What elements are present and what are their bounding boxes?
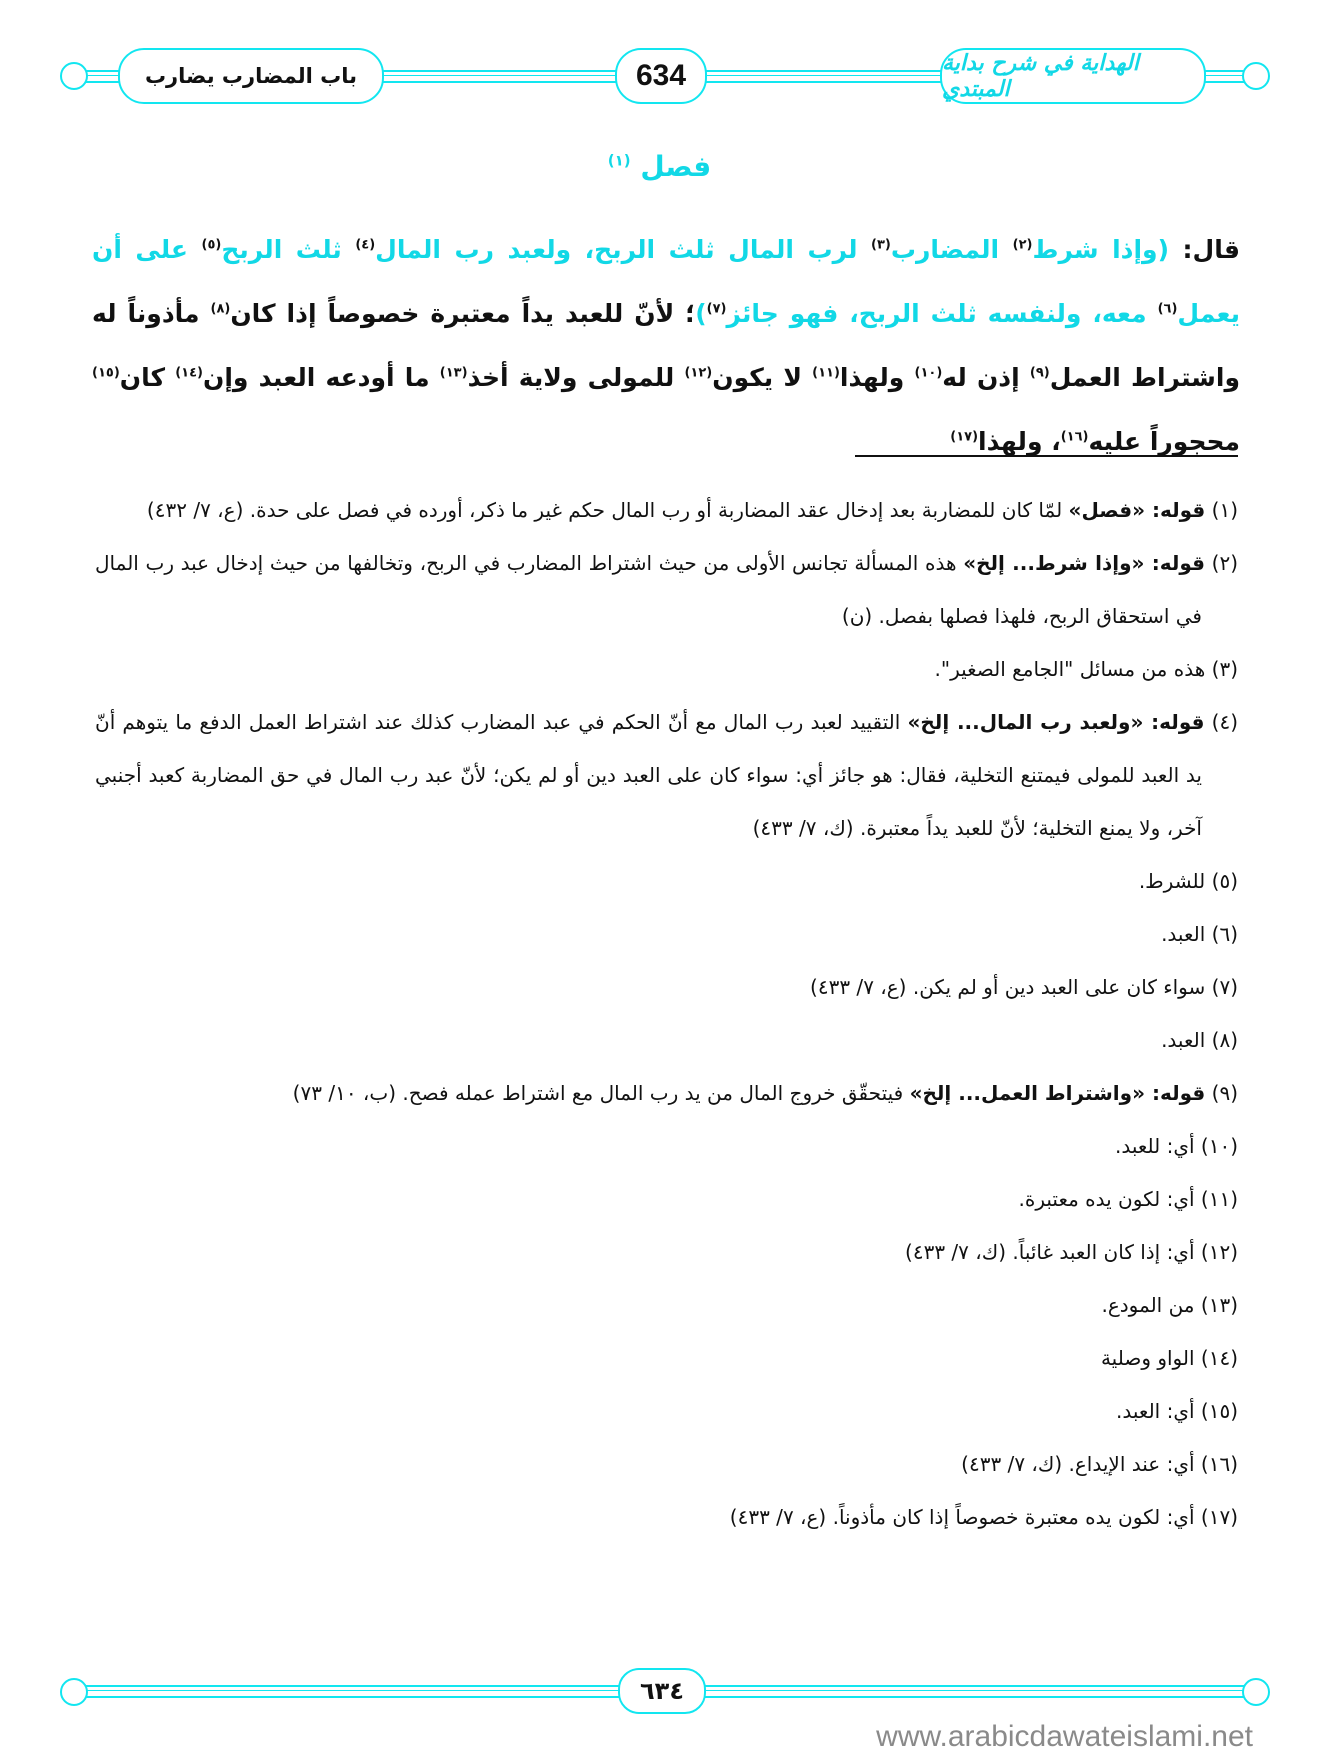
- footnote-number: (١٧): [1194, 1505, 1238, 1529]
- footnote: [95, 1067, 1238, 1120]
- footnote-lemma: قوله: «فصل»: [1068, 498, 1206, 522]
- footnote-marker: (١١): [812, 365, 840, 381]
- commentary-text: ، ولهذا: [978, 427, 1061, 456]
- footnote-marker: (٤): [355, 237, 376, 253]
- footnote-number: (١٥): [1194, 1399, 1238, 1423]
- footnote-marker: (١٦): [1060, 429, 1089, 445]
- ornament-icon: [1242, 62, 1270, 90]
- footnote-text: فيتحقّق خروج المال من يد رب المال مع اشتراط عمله فصح. (ب، ١٠/ ٧٣): [292, 1081, 910, 1105]
- commentary-text: كان: [119, 363, 176, 392]
- commentary-text: قال:: [1169, 235, 1240, 264]
- watermark: www.arabicdawateislami.net: [876, 1720, 1253, 1753]
- footnote-text: هذه المسألة تجانس الأولى من حيث اشتراط المضارب في الربح، وتخالفها من حيث إدخال عبد رب المال في استحقاق الربح، فلهذا فصلها بفصل. (ن): [95, 551, 1202, 628]
- footnote-marker: (١٤): [175, 365, 203, 381]
- page-footer: [60, 1668, 1270, 1714]
- footnote-number: (٩): [1205, 1081, 1238, 1105]
- footnote: [95, 1491, 1238, 1544]
- footnote-marker: (١٣): [439, 365, 468, 381]
- footnote: [95, 1332, 1238, 1385]
- footnote-marker: (٢): [1012, 237, 1033, 253]
- footnote: [95, 1226, 1238, 1279]
- footnote-number: (١٤): [1194, 1346, 1238, 1370]
- footnote-number: (١): [1205, 498, 1238, 522]
- footnote-number: (١١): [1194, 1187, 1238, 1211]
- footnote: [95, 537, 1238, 643]
- footnote-marker: (٥): [201, 237, 222, 253]
- footnote-text: أي: إذا كان العبد غائباً. (ك، ٧/ ٤٣٣): [905, 1240, 1195, 1264]
- commentary-text: ما أودعه العبد وإن: [202, 363, 440, 392]
- footnote: [95, 1438, 1238, 1491]
- footnote-number: (٧): [1205, 975, 1238, 999]
- footnote-marker: (٨): [210, 301, 231, 317]
- section-title: [0, 150, 1319, 183]
- footnote-marker: (١٠): [914, 365, 943, 381]
- footnote: [95, 484, 1238, 537]
- book-title: الهداية في شرح بداية المبتدي: [942, 50, 1139, 102]
- footnotes: [95, 484, 1238, 1544]
- footnote-text: أي: لكون يده معتبرة خصوصاً إذا كان مأذوناً. (ع، ٧/ ٤٣٣): [729, 1505, 1195, 1529]
- footnote-text: من المودع.: [1101, 1293, 1195, 1317]
- footnote: [95, 1120, 1238, 1173]
- footnote: [95, 1279, 1238, 1332]
- footnote-number: (٣): [1205, 657, 1238, 681]
- footnote-marker: (١٢): [684, 365, 713, 381]
- footnote-marker: (١): [607, 151, 631, 170]
- footnote-text: للشرط.: [1138, 869, 1206, 893]
- matn-text: (وإذا شرط: [1032, 235, 1170, 264]
- footnote-text: هذه من مسائل "الجامع الصغير".: [934, 657, 1206, 681]
- footnote: [95, 908, 1238, 961]
- footnote-lemma: قوله: «واشتراط العمل... إلخ»: [909, 1081, 1206, 1105]
- footnote-number: (٤): [1204, 710, 1238, 734]
- footnote-text: العبد.: [1161, 1028, 1206, 1052]
- ornament-icon: [60, 1678, 88, 1706]
- footnote-number: (٦): [1205, 922, 1238, 946]
- footnote: [95, 696, 1238, 855]
- matn-text: على أن يعمل: [92, 235, 1240, 328]
- footnote-text: سواء كان على العبد دين أو لم يكن. (ع، ٧/ ٤٣٣): [810, 975, 1206, 999]
- footnote-number: (٨): [1205, 1028, 1238, 1052]
- matn-text: معه، ولنفسه ثلث الربح، فهو جائز: [726, 299, 1158, 328]
- footnote-marker: (٦): [1157, 301, 1178, 317]
- footnote: [95, 1385, 1238, 1438]
- footnote-marker: (٧): [706, 301, 727, 317]
- footnote-marker: (١٧): [950, 429, 979, 445]
- chapter-title: باب المضارب يضارب: [144, 64, 358, 88]
- footnote-number: (١٠): [1194, 1134, 1238, 1158]
- footnote-number: (١٢): [1194, 1240, 1238, 1264]
- commentary-text: إذن له: [942, 363, 1030, 392]
- footnote-text: التقييد لعبد رب المال مع أنّ الحكم في عبد المضارب كذلك عند اشتراط العمل الدفع ما يتوهم أنّ يد العبد للمولى فيمتنع التخلية، فقال: هو جائز أي: سواء كان على العبد دين أو لم يكن؛ لأنّ عبد رب المال في حق المضاربة كعبد أجنبي آخر، ولا يمنع التخلية؛ لأنّ للعبد يداً معتبرة. (ك، ٧/ ٤٣٣): [95, 710, 1202, 840]
- ornament-icon: [60, 62, 88, 90]
- matn-text: ): [695, 299, 707, 328]
- page-header: [60, 48, 1270, 104]
- commentary-text: ولهذا: [839, 363, 915, 392]
- footnote-number: (١٣): [1194, 1293, 1238, 1317]
- footnote-number: (٥): [1205, 869, 1238, 893]
- footnote-text: أي: للعبد.: [1114, 1134, 1195, 1158]
- page-number: 634: [635, 59, 687, 92]
- footnote-separator: [855, 455, 1238, 457]
- footnote-text: الواو وصلية: [1100, 1346, 1195, 1370]
- footnote-text: أي: العبد.: [1116, 1399, 1195, 1423]
- commentary-text: للمولى ولاية أخذ: [467, 363, 685, 392]
- footnote-marker: (٣): [871, 237, 891, 253]
- main-text: [92, 218, 1240, 474]
- footnote: [95, 855, 1238, 908]
- book-title-badge: [940, 48, 1206, 104]
- commentary-text: مأذوناً له واشتراط العمل: [92, 299, 1240, 392]
- matn-text: لرب المال ثلث الربح، ولعبد رب المال: [375, 235, 872, 264]
- footnote-marker: (٩): [1029, 365, 1050, 381]
- footnote-number: (١٦): [1194, 1452, 1238, 1476]
- footnote-marker: (١٥): [92, 365, 120, 381]
- footnote: [95, 643, 1238, 696]
- matn-text: المضارب: [890, 235, 1013, 264]
- footnote-text: أي: لكون يده معتبرة.: [1018, 1187, 1195, 1211]
- footer-page-number: ٦٣٤: [640, 1677, 684, 1705]
- footnote-lemma: قوله: «ولعبد رب المال... إلخ»: [907, 710, 1205, 734]
- footnote-text: لمّا كان للمضاربة بعد إدخال عقد المضاربة أو رب المال حكم غير ما ذكر، أورده في فصل على حدة. (ع، ٧/ ٤٣٢): [146, 498, 1069, 522]
- footer-page-badge: [618, 1668, 706, 1714]
- footnote-text: العبد.: [1161, 922, 1206, 946]
- matn-text: ثلث الربح: [221, 235, 356, 264]
- footnote: [95, 1173, 1238, 1226]
- commentary-text: ؛ لأنّ للعبد يداً معتبرة خصوصاً إذا كان: [230, 299, 696, 328]
- section-title-text: فصل: [640, 150, 712, 183]
- chapter-title-badge: [118, 48, 384, 104]
- footnote: [95, 961, 1238, 1014]
- ornament-icon: [1242, 1678, 1270, 1706]
- footnote-text: أي: عند الإيداع. (ك، ٧/ ٤٣٣): [961, 1452, 1195, 1476]
- footnote-lemma: قوله: «وإذا شرط... إلخ»: [963, 551, 1205, 575]
- footnote: [95, 1014, 1238, 1067]
- commentary-text: محجوراً عليه: [1088, 427, 1240, 456]
- commentary-text: لا يكون: [712, 363, 813, 392]
- page-number-badge: [615, 48, 707, 104]
- footnote-number: (٢): [1204, 551, 1238, 575]
